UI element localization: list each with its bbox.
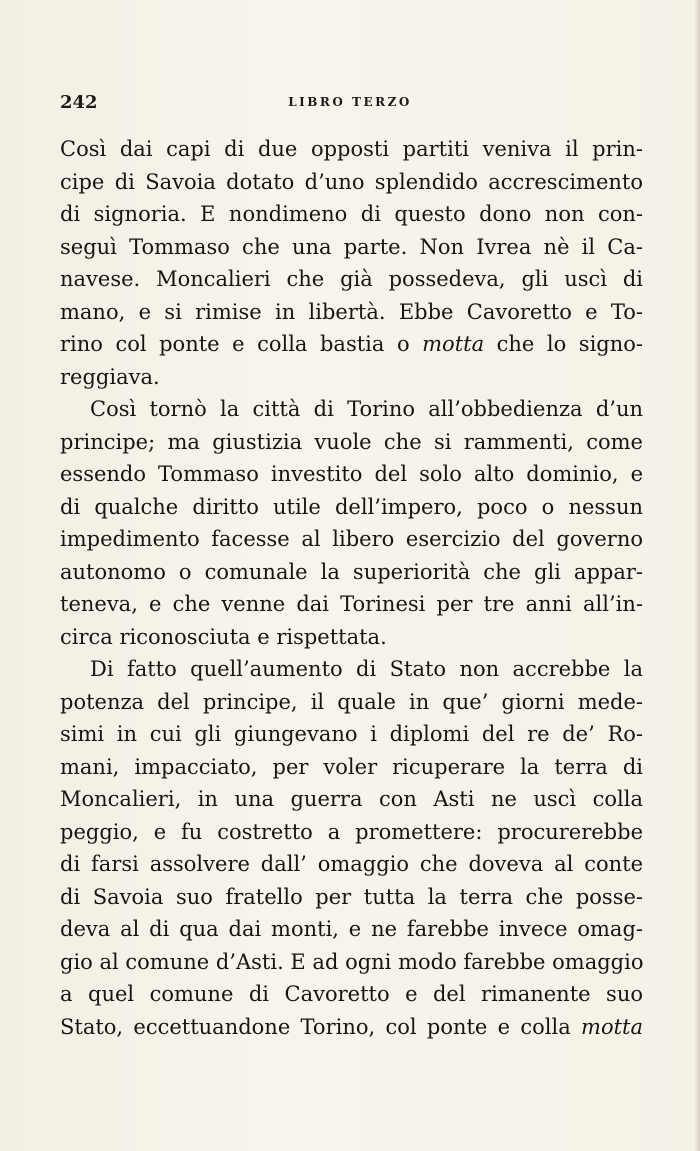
text-line: di qualche diritto utile dell’impero, poco o nessun bbox=[60, 494, 643, 519]
body-text bbox=[60, 133, 643, 1043]
paragraph-end-line: circa riconosciuta e rispettata. bbox=[60, 624, 387, 649]
text-line: di Savoia suo fratello per tutta la terra che posse- bbox=[60, 884, 643, 909]
text-line: essendo Tommaso investito del solo alto dominio, e bbox=[60, 462, 643, 486]
text-line: di signoria. E nondimeno di questo dono non con- bbox=[60, 202, 643, 226]
text-line: seguì Tommaso che una parte. Non Ivrea nè il Ca- bbox=[60, 234, 643, 259]
text-line bbox=[60, 1011, 643, 1044]
text-line: navese. Moncalieri che già possedeva, gli uscì di bbox=[60, 267, 643, 291]
text-line: potenza del principe, il quale in que’ giorni mede- bbox=[60, 689, 643, 714]
text-line: mano, e si rimise in libertà. Ebbe Cavoretto e To- bbox=[60, 299, 643, 324]
page-header bbox=[60, 92, 640, 118]
text-line: impedimento facesse al libero esercizio del governo bbox=[60, 527, 643, 551]
text-line: deva al di qua dai monti, e ne farebbe invece omag- bbox=[60, 917, 643, 941]
paragraph-end-line: reggiava. bbox=[60, 364, 160, 389]
running-head: LIBRO TERZO bbox=[288, 95, 412, 109]
text-line: cipe di Savoia dotato d’uno splendido accrescimento bbox=[60, 169, 643, 194]
paragraph-start-line: Di fatto quell’aumento di Stato non accrebbe la bbox=[90, 657, 643, 681]
text-line: mani, impacciato, per voler ricuperare la terra di bbox=[60, 754, 643, 779]
page-number: 242 bbox=[60, 92, 98, 113]
text-run: rino col ponte e colla bastia o bbox=[60, 332, 423, 356]
text-line: gio al comune d’Asti. E ad ogni modo farebbe omaggio bbox=[60, 949, 644, 974]
text-line: peggio, e fu costretto a promettere: procurerebbe bbox=[60, 819, 643, 844]
italic-term: motta bbox=[422, 332, 485, 356]
italic-term: motta bbox=[581, 1014, 643, 1039]
text-line: principe; ma giustizia vuole che si rammenti, come bbox=[60, 429, 643, 454]
text-line: simi in cui gli giungevano i diplomi del re de’ Ro- bbox=[60, 722, 643, 746]
text-run: Stato, eccettuandone Torino, col ponte e colla bbox=[60, 1014, 582, 1039]
paragraph-start-line: Così tornò la città di Torino all’obbedienza d’un bbox=[90, 397, 643, 421]
text-line: di farsi assolvere dall’ omaggio che doveva al conte bbox=[60, 852, 643, 876]
text-line bbox=[60, 328, 643, 361]
text-line: teneva, e che venne dai Torinesi per tre anni all’in- bbox=[60, 592, 643, 616]
text-line: Moncalieri, in una guerra con Asti ne uscì colla bbox=[60, 787, 643, 811]
text-line: a quel comune di Cavoretto e del rimanente suo bbox=[60, 982, 643, 1006]
text-run: che lo signo- bbox=[484, 332, 643, 356]
text-line: Così dai capi di due opposti partiti veniva il prin- bbox=[60, 137, 643, 161]
page-edge-shadow bbox=[694, 0, 700, 1151]
text-line: autonomo o comunale la superiorità che gli appar- bbox=[60, 559, 643, 584]
